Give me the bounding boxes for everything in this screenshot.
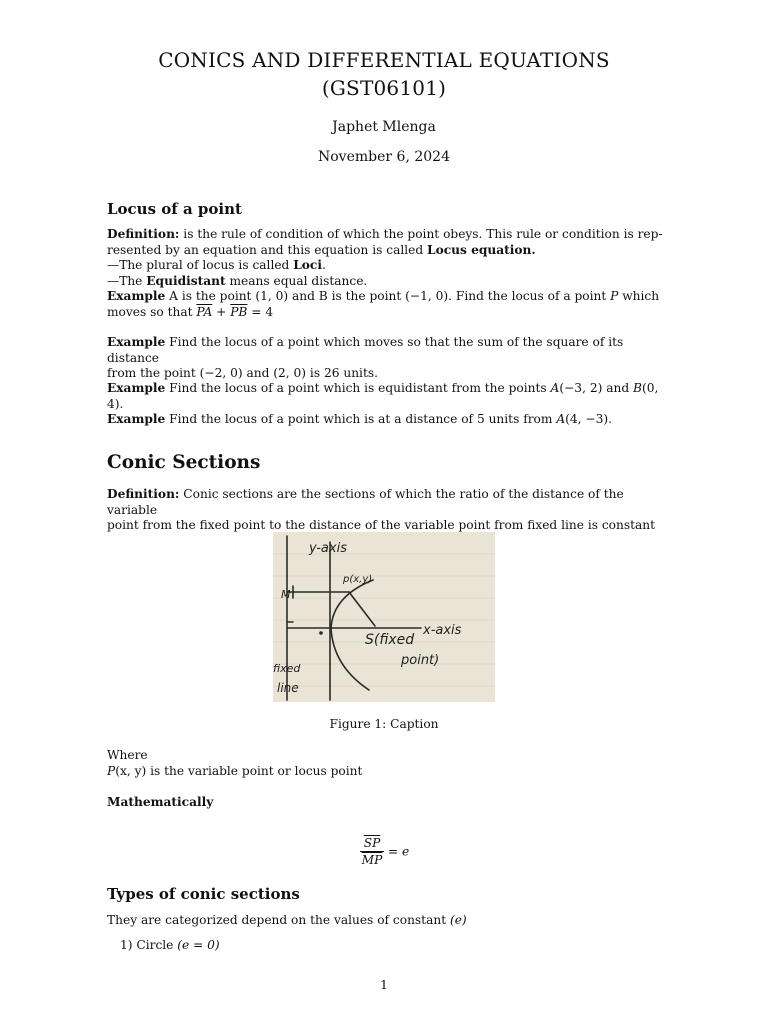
example-label: Example [107, 412, 166, 426]
page-number: 1 [380, 978, 388, 992]
ex2-b: from the point [107, 366, 200, 381]
ex1-c: . Find the locus of a point [448, 289, 611, 304]
heading-conic-sections: Conic Sections [107, 452, 261, 473]
heading-locus: Locus of a point [107, 200, 242, 218]
ex1-pt2: (−1, 0) [405, 289, 449, 304]
plural-prefix: —The plural of locus is called [107, 258, 294, 273]
ex2-is: is [306, 366, 324, 381]
equi-bold: Equidistant [146, 273, 226, 288]
def-text-1: is the rule of condition of which the point obeys. This rule or condition is rep- [179, 227, 663, 241]
where-Pxy: (x, y) [115, 763, 147, 778]
figure-paper-background [273, 532, 495, 702]
frac-equals-e: = e [387, 844, 410, 859]
frac-bar [360, 851, 384, 852]
figure-caption: Figure 1: Caption [329, 717, 439, 731]
document-title-line1: CONICS AND DIFFERENTIAL EQUATIONS [158, 48, 610, 72]
ex1-e: moves so that [107, 304, 197, 319]
item1-text: Circle [132, 938, 178, 952]
fig-s-label2: point) [401, 653, 440, 668]
ex2-num: 26 [323, 366, 340, 381]
fig-s-label: S(fixed [365, 632, 415, 648]
ex1-pt1: (1, 0) [255, 289, 289, 304]
ex4-A: A [556, 412, 566, 426]
ex1-a: A is the point [165, 289, 256, 304]
locus-definition [107, 227, 663, 321]
ex2-pt1: (−2, 0) [199, 366, 243, 381]
equi-suffix: means equal distance. [225, 273, 368, 288]
plural-bold: Loci [293, 258, 322, 273]
fig-fixed-label: fixed [273, 662, 301, 675]
list-item-circle [120, 938, 676, 954]
conic-def-label: Definition: [107, 487, 180, 501]
mathematically-label [107, 795, 663, 811]
ex2-a: Find the locus of a point which moves so that the sum of the square of its distance [107, 335, 624, 365]
ex4-end: . [608, 412, 612, 426]
item1-number: 1) [120, 938, 133, 952]
date: November 6, 2024 [318, 149, 450, 165]
ex1-d: which [618, 289, 660, 304]
ex3-end: . [119, 396, 124, 411]
fig-line-label: line [277, 681, 299, 695]
conic-def-line2: point from the fixed point to the distance of the variable point from fixed line is constant [107, 518, 656, 533]
example-3 [107, 381, 663, 412]
example-label: Example [107, 335, 166, 349]
example-4 [107, 412, 663, 428]
ex3-B: B [633, 381, 642, 395]
ex1-PA: $\overline{PA}$ [196, 304, 213, 319]
ex3-A: A [550, 381, 560, 395]
ex4-Apt: (4, −3) [565, 412, 609, 426]
plural-suffix: . [321, 258, 326, 273]
types-intro-text: They are categorized depend on the values of constant [107, 913, 450, 927]
example-label: Example [107, 381, 166, 395]
ex3-and: and [602, 381, 633, 395]
equi-prefix: —The [107, 273, 147, 288]
ex4-a: Find the locus of a point which is at a distance of 5 units from [165, 412, 557, 426]
fig-x-axis-label: x-axis [423, 623, 462, 638]
def-label: Definition: [107, 227, 180, 241]
where-text: is the variable point or locus point [146, 763, 363, 778]
conic-definition [107, 487, 663, 534]
fig-p-label: p(x,y) [343, 574, 373, 585]
frac-denominator: MP [361, 853, 383, 867]
ex3-a: Find the locus of a point which is equidistant from the points [165, 381, 551, 395]
types-intro [107, 913, 663, 929]
document-title-line2: (GST06101) [321, 76, 447, 100]
conic-def-line1: Conic sections are the sections of which the ratio of the distance of the variable [107, 487, 624, 517]
types-intro-e: (e) [449, 913, 467, 927]
origin-dot [319, 631, 323, 635]
ex1-eq: = 4 [247, 304, 274, 319]
where-label: Where [107, 748, 148, 762]
conic-sketch-figure [273, 532, 495, 702]
ex3-Apt: (−3, 2) [559, 381, 603, 395]
ex1-PB: $\overline{PB}$ [230, 304, 248, 319]
item1-condition: (e = 0) [177, 938, 220, 952]
frac-numerator: $\overline{SP}$ [363, 836, 381, 850]
heading-types: Types of conic sections [107, 885, 300, 903]
ratio-equation [360, 836, 409, 867]
ex2-units: units. [339, 366, 378, 381]
ex3-Bpt: (0, 4) [107, 381, 659, 411]
ex1-b: and B is the point [288, 289, 406, 304]
ex2-pt2: (2, 0) [273, 366, 307, 381]
fig-m-label: M [281, 588, 291, 601]
example-label: Example [107, 289, 166, 304]
example-2 [107, 335, 663, 382]
def-text-2: resented by an equation and this equation is called [107, 242, 428, 257]
def-bold: Locus equation. [427, 242, 536, 257]
ex1-plus: + [212, 304, 231, 319]
fig-y-axis-label: y-axis [309, 541, 347, 556]
ex1-P: P [610, 289, 619, 304]
where-P: P [107, 763, 116, 778]
where-block [107, 748, 663, 779]
author: Japhet Mlenga [332, 119, 436, 135]
ex2-and: and [242, 366, 274, 381]
mathematically-bold: Mathematically [107, 795, 214, 809]
